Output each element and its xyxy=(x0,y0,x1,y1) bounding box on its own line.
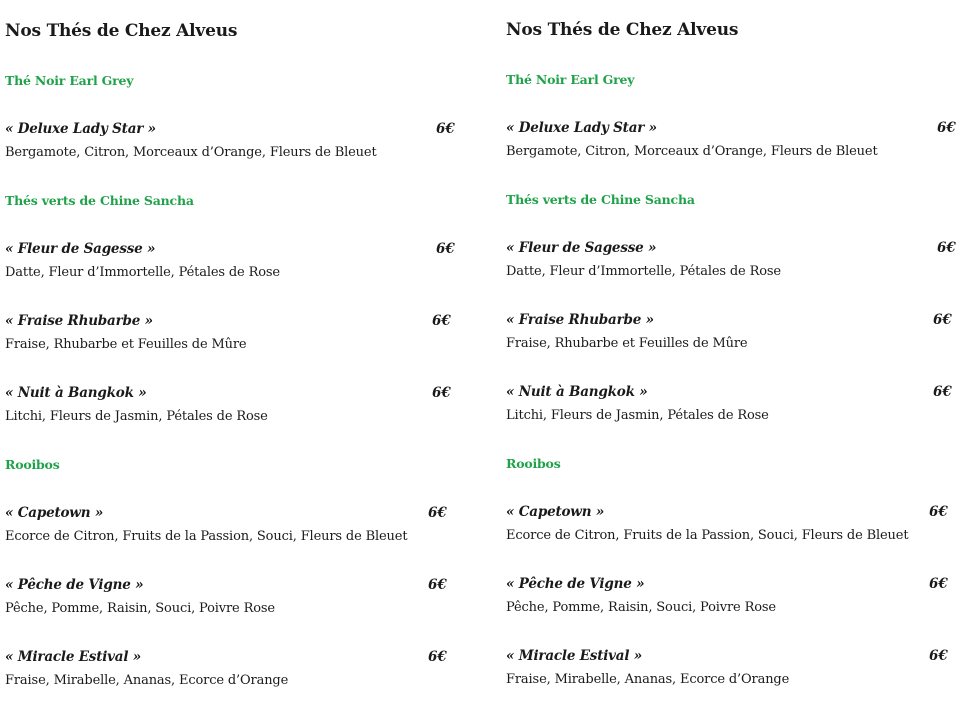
tea-name-capetown: « Capetown » xyxy=(5,505,104,521)
tea-description: Ecorce de Citron, Fruits de la Passion, Souci, Fleurs de Bleuet xyxy=(506,528,909,543)
section-heading-sancha: Thés verts de Chine Sancha xyxy=(5,193,194,208)
tea-price: 6€ xyxy=(929,576,948,592)
section-heading-earl-grey: Thé Noir Earl Grey xyxy=(5,73,134,88)
tea-name-peche-de-vigne: « Pêche de Vigne » xyxy=(5,577,144,593)
tea-price: 6€ xyxy=(937,120,956,136)
menu-page-left xyxy=(5,0,455,720)
tea-price: 6€ xyxy=(929,648,948,664)
section-heading-rooibos: Rooibos xyxy=(5,457,60,472)
tea-description: Bergamote, Citron, Morceaux d’Orange, Fleurs de Bleuet xyxy=(5,145,377,160)
tea-name-peche-de-vigne: « Pêche de Vigne » xyxy=(506,576,645,592)
tea-price: 6€ xyxy=(428,505,447,521)
page-title: Nos Thés de Chez Alveus xyxy=(5,21,238,41)
tea-name-miracle-estival: « Miracle Estival » xyxy=(506,648,643,664)
tea-name-deluxe-lady-star: « Deluxe Lady Star » xyxy=(5,121,156,137)
tea-name-fleur-de-sagesse: « Fleur de Sagesse » xyxy=(5,241,156,257)
tea-price: 6€ xyxy=(432,313,451,329)
menu-page-right xyxy=(506,0,956,720)
tea-name-capetown: « Capetown » xyxy=(506,504,605,520)
section-heading-rooibos: Rooibos xyxy=(506,456,561,471)
tea-price: 6€ xyxy=(929,504,948,520)
tea-description: Datte, Fleur d’Immortelle, Pétales de Rose xyxy=(506,264,781,279)
tea-description: Fraise, Mirabelle, Ananas, Ecorce d’Orange xyxy=(506,672,790,687)
tea-price: 6€ xyxy=(428,577,447,593)
tea-description: Fraise, Rhubarbe et Feuilles de Mûre xyxy=(506,336,748,351)
tea-description: Datte, Fleur d’Immortelle, Pétales de Rose xyxy=(5,265,280,280)
tea-name-nuit-a-bangkok: « Nuit à Bangkok » xyxy=(5,385,147,401)
tea-price: 6€ xyxy=(428,649,447,665)
tea-name-miracle-estival: « Miracle Estival » xyxy=(5,649,142,665)
tea-description: Fraise, Rhubarbe et Feuilles de Mûre xyxy=(5,337,247,352)
tea-price: 6€ xyxy=(432,385,451,401)
tea-description: Fraise, Mirabelle, Ananas, Ecorce d’Orange xyxy=(5,673,289,688)
tea-name-fraise-rhubarbe: « Fraise Rhubarbe » xyxy=(5,313,153,329)
tea-price: 6€ xyxy=(937,240,956,256)
tea-price: 6€ xyxy=(933,312,952,328)
tea-description: Litchi, Fleurs de Jasmin, Pétales de Rose xyxy=(506,408,769,423)
tea-description: Pêche, Pomme, Raisin, Souci, Poivre Rose xyxy=(5,601,275,616)
tea-price: 6€ xyxy=(436,121,455,137)
tea-name-fraise-rhubarbe: « Fraise Rhubarbe » xyxy=(506,312,654,328)
tea-name-deluxe-lady-star: « Deluxe Lady Star » xyxy=(506,120,657,136)
tea-description: Ecorce de Citron, Fruits de la Passion, Souci, Fleurs de Bleuet xyxy=(5,529,408,544)
tea-price: 6€ xyxy=(436,241,455,257)
tea-description: Litchi, Fleurs de Jasmin, Pétales de Rose xyxy=(5,409,268,424)
section-heading-sancha: Thés verts de Chine Sancha xyxy=(506,192,695,207)
tea-description: Bergamote, Citron, Morceaux d’Orange, Fleurs de Bleuet xyxy=(506,144,878,159)
tea-description: Pêche, Pomme, Raisin, Souci, Poivre Rose xyxy=(506,600,776,615)
tea-name-nuit-a-bangkok: « Nuit à Bangkok » xyxy=(506,384,648,400)
tea-name-fleur-de-sagesse: « Fleur de Sagesse » xyxy=(506,240,657,256)
section-heading-earl-grey: Thé Noir Earl Grey xyxy=(506,72,635,87)
tea-price: 6€ xyxy=(933,384,952,400)
page-title: Nos Thés de Chez Alveus xyxy=(506,20,739,40)
